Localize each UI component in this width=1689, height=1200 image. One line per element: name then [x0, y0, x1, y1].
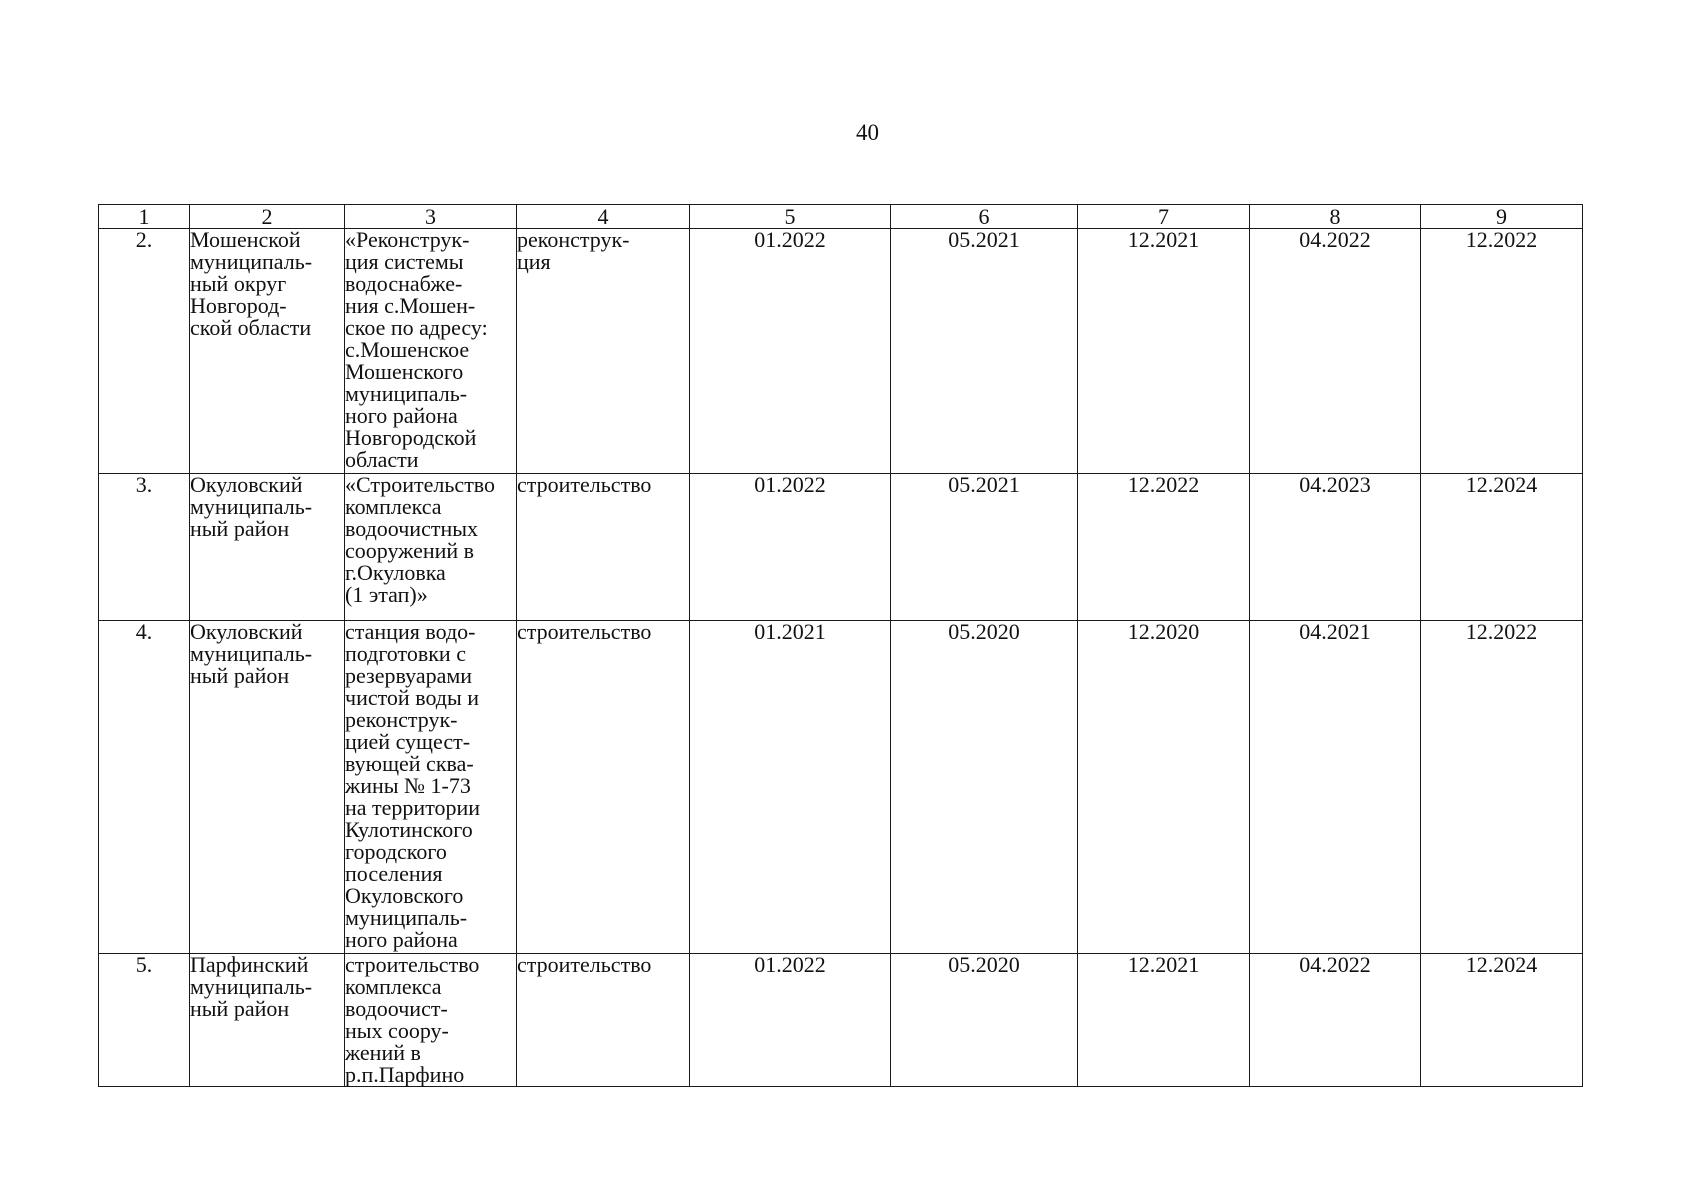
cell-line: Мошенской: [190, 227, 301, 252]
municipality-cell: [190, 954, 345, 1087]
cell-line: строительство: [517, 619, 652, 644]
cell-line: вующей сква-: [345, 751, 474, 776]
date-cell: 12.2022: [1078, 474, 1250, 621]
cell-line: муниципаль-: [345, 381, 468, 406]
cell-line: муниципаль-: [190, 494, 313, 519]
column-header: 7: [1078, 205, 1250, 229]
cell-line: ный район: [190, 663, 290, 688]
cell-line: строительство: [517, 472, 652, 497]
cell-line: Окуловский: [190, 472, 303, 497]
cell-line: реконструк-: [345, 707, 458, 732]
cell-line: Новгород-: [190, 293, 287, 318]
object-cell: [345, 954, 517, 1087]
column-header: 2: [190, 205, 345, 229]
date-cell: 05.2021: [891, 229, 1078, 474]
date-cell: 04.2023: [1250, 474, 1421, 621]
cell-line: водоочист-: [345, 996, 448, 1021]
column-header: 1: [99, 205, 190, 229]
cell-line: ния с.Мошен-: [345, 293, 476, 318]
cell-line: ный округ: [190, 271, 287, 296]
cell-line: городского: [345, 839, 447, 864]
date-cell: 12.2021: [1078, 229, 1250, 474]
object-cell: [345, 229, 517, 474]
cell-line: Парфинский: [190, 952, 309, 977]
column-header: 4: [517, 205, 690, 229]
date-cell: 01.2022: [690, 229, 891, 474]
date-cell: 04.2022: [1250, 954, 1421, 1087]
cell-line: муниципаль-: [190, 249, 313, 274]
work-type-cell: [517, 621, 690, 954]
cell-line: р.п.Парфино: [345, 1062, 465, 1087]
cell-line: резервуарами: [345, 663, 473, 688]
date-cell: 04.2022: [1250, 229, 1421, 474]
row-number: 4.: [99, 621, 190, 954]
cell-line: подготовки с: [345, 641, 466, 666]
table-row: [99, 229, 1583, 474]
row-number: 3.: [99, 474, 190, 621]
cell-line: «Строительство: [345, 472, 496, 497]
row-number: 5.: [99, 954, 190, 1087]
page-number: 40: [856, 120, 879, 145]
date-cell: 05.2020: [891, 954, 1078, 1087]
cell-line: с.Мошенское: [345, 337, 470, 362]
date-cell: 12.2024: [1421, 954, 1583, 1087]
municipality-cell: [190, 474, 345, 621]
cell-line: ское по адресу:: [345, 315, 488, 340]
municipality-cell: [190, 621, 345, 954]
cell-line: г.Окуловка: [345, 560, 446, 585]
cell-line: строительство: [345, 952, 480, 977]
cell-line: муниципаль-: [345, 905, 468, 930]
cell-line: водоснабже-: [345, 271, 463, 296]
date-cell: 12.2020: [1078, 621, 1250, 954]
date-cell: 05.2021: [891, 474, 1078, 621]
work-type-cell: [517, 229, 690, 474]
cell-line: комплекса: [345, 974, 442, 999]
cell-line: Новгородской: [345, 425, 477, 450]
cell-line: муниципаль-: [190, 974, 313, 999]
date-cell: 12.2022: [1421, 621, 1583, 954]
cell-line: ный район: [190, 996, 290, 1021]
cell-line: ция: [517, 249, 551, 274]
cell-line: (1 этап)»: [345, 582, 428, 607]
cell-line: жений в: [345, 1040, 421, 1065]
date-cell: 12.2022: [1421, 229, 1583, 474]
table-row: [99, 621, 1583, 954]
cell-line: на территории: [345, 795, 481, 820]
cell-line: муниципаль-: [190, 641, 313, 666]
data-table: [98, 204, 1583, 1087]
table-row: [99, 474, 1583, 621]
date-cell: 12.2021: [1078, 954, 1250, 1087]
municipality-cell: [190, 229, 345, 474]
cell-line: Мошенского: [345, 359, 464, 384]
row-number: 2.: [99, 229, 190, 474]
cell-line: сооружений в: [345, 538, 475, 563]
cell-line: области: [345, 447, 419, 472]
cell-line: Окуловский: [190, 619, 303, 644]
work-type-cell: [517, 474, 690, 621]
column-header: 3: [345, 205, 517, 229]
cell-line: ных соору-: [345, 1018, 449, 1043]
cell-line: Окуловского: [345, 883, 464, 908]
header-row: [99, 205, 1583, 229]
cell-line: ской области: [190, 315, 312, 340]
column-header: 5: [690, 205, 891, 229]
date-cell: 05.2020: [891, 621, 1078, 954]
column-header: 8: [1250, 205, 1421, 229]
date-cell: 01.2021: [690, 621, 891, 954]
cell-line: цией сущест-: [345, 729, 471, 754]
cell-line: водоочистных: [345, 516, 478, 541]
cell-line: чистой воды и: [345, 685, 480, 710]
cell-line: строительство: [517, 952, 652, 977]
object-cell: [345, 474, 517, 621]
work-type-cell: [517, 954, 690, 1087]
cell-line: реконструк-: [517, 227, 630, 252]
cell-line: станция водо-: [345, 619, 476, 644]
cell-line: ного района: [345, 927, 458, 952]
cell-line: ный район: [190, 516, 290, 541]
cell-line: Кулотинского: [345, 817, 473, 842]
table-row: [99, 954, 1583, 1087]
cell-line: «Реконструк-: [345, 227, 470, 252]
cell-line: жины № 1-73: [345, 773, 471, 798]
cell-line: ция системы: [345, 249, 464, 274]
column-header: 9: [1421, 205, 1583, 229]
date-cell: 01.2022: [690, 954, 891, 1087]
date-cell: 04.2021: [1250, 621, 1421, 954]
column-header: 6: [891, 205, 1078, 229]
object-cell: [345, 621, 517, 954]
date-cell: 12.2024: [1421, 474, 1583, 621]
cell-line: поселения: [345, 861, 443, 886]
cell-line: ного района: [345, 403, 458, 428]
cell-line: комплекса: [345, 494, 442, 519]
date-cell: 01.2022: [690, 474, 891, 621]
